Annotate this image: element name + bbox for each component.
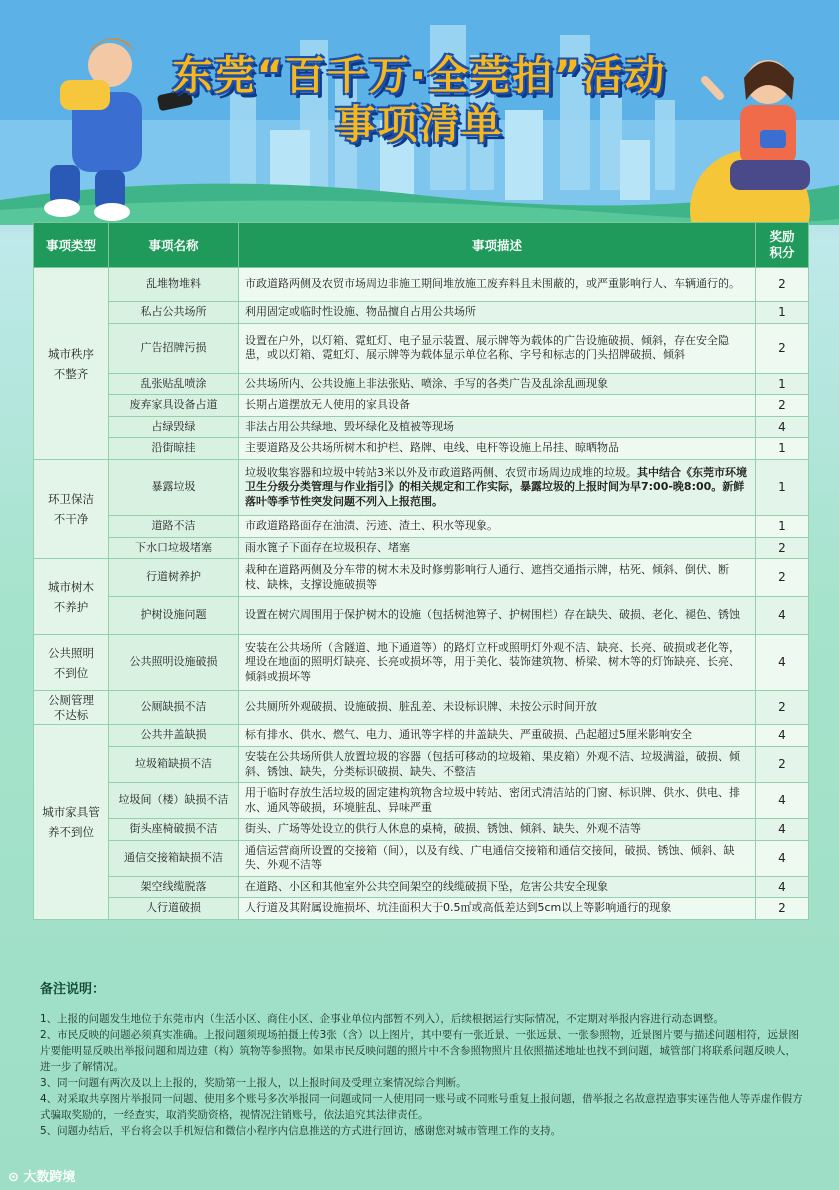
category-cell: 公厕管理不达标 (34, 691, 109, 725)
item-points: 1 (756, 373, 809, 395)
items-table-container (33, 222, 808, 920)
item-description: 市政道路两侧及农贸市场周边非施工期间堆放施工废弃料且未围蔽的，或严重影响行人、车辆通行的。 (239, 268, 756, 302)
item-description: 栽种在道路两侧及分车带的树木未及时修剪影响行人通行、遮挡交通指示牌，枯死、倾斜、倒伏、断枝、缺株，支撑设施破损等 (239, 559, 756, 597)
table-row (34, 725, 809, 747)
header-name: 事项名称 (109, 223, 239, 268)
category-cell: 城市秩序不整齐 (34, 268, 109, 460)
item-points: 1 (756, 302, 809, 324)
item-points: 4 (756, 819, 809, 841)
item-description: 非法占用公共绿地、毁坏绿化及植被等现场 (239, 416, 756, 438)
item-points: 1 (756, 516, 809, 538)
item-name: 公共井盖缺损 (109, 725, 239, 747)
note-item: 4、对采取共享图片举报同一问题、使用多个账号多次举报同一问题或同一人使用同一账号或不同账号重复上报问题，借举报之名故意捏造事实诬告他人等弄虚作假方式骗取奖励的，一经查实，取消奖励资格，视情况注销账号，依法追究其法律责任。 (40, 1093, 803, 1121)
item-description: 市政道路路面存在油渍、污迹、渣土、积水等现象。 (239, 516, 756, 538)
item-points: 1 (756, 460, 809, 516)
item-name: 乱张贴乱喷涂 (109, 373, 239, 395)
notes-title: 备注说明： (40, 982, 106, 997)
item-name: 街头座椅破损不洁 (109, 819, 239, 841)
item-description: 公共厕所外观破损、设施破损、脏乱差、未设标识牌、未按公示时间开放 (239, 691, 756, 725)
item-points: 1 (756, 438, 809, 460)
page-title: 东莞“百千万·全莞拍”活动 (172, 53, 667, 99)
category-cell: 公共照明不到位 (34, 635, 109, 691)
table-row (34, 373, 809, 395)
item-points: 4 (756, 416, 809, 438)
table-row (34, 747, 809, 783)
item-name: 沿街晾挂 (109, 438, 239, 460)
item-points: 2 (756, 691, 809, 725)
item-description: 通信运营商所设置的交接箱（间），以及有线、广电通信交接箱和通信交接间，破损、锈蚀、倾斜、缺失、外观不洁等 (239, 840, 756, 876)
table-row (34, 559, 809, 597)
item-description-emphasis: 其中结合《东莞市环境卫生分级分类管理与作业指引》的相关规定和工作实际，暴露垃圾的上报时间为早7:00-晚8:00。新鲜落叶等季节性突发问题不列入上报范围。 (245, 465, 747, 508)
table-row (34, 460, 809, 516)
watermark-logo: ⊙ 大数跨境 (8, 1170, 76, 1185)
item-points: 2 (756, 898, 809, 920)
item-points: 2 (756, 323, 809, 373)
item-description: 利用固定或临时性设施、物品擅自占用公共场所 (239, 302, 756, 324)
item-name: 废弃家具设备占道 (109, 395, 239, 417)
item-name: 私占公共场所 (109, 302, 239, 324)
item-name: 行道树养护 (109, 559, 239, 597)
item-points: 2 (756, 537, 809, 559)
item-name: 广告招牌污损 (109, 323, 239, 373)
table-row (34, 438, 809, 460)
item-points: 4 (756, 725, 809, 747)
item-points: 4 (756, 783, 809, 819)
item-description: 雨水篦子下面存在垃圾积存、堵塞 (239, 537, 756, 559)
hero-banner (0, 0, 839, 225)
item-description: 公共场所内、公共设施上非法张贴、喷涂、手写的各类广告及乱涂乱画现象 (239, 373, 756, 395)
table-row (34, 876, 809, 898)
item-points: 4 (756, 635, 809, 691)
item-points: 4 (756, 840, 809, 876)
item-description: 人行道及其附属设施损坏、坑洼面积大于0.5㎡或高低差达到5cm以上等影响通行的现象 (239, 898, 756, 920)
header-points: 奖励积分 (756, 223, 809, 268)
watermark-icon: ⊙ (8, 1170, 24, 1185)
item-name: 架空线缆脱落 (109, 876, 239, 898)
table-row (34, 840, 809, 876)
table-row (34, 898, 809, 920)
page-subtitle: 事项清单 (335, 102, 504, 148)
item-description: 垃圾收集容器和垃圾中转站3米以外及市政道路两侧、农贸市场周边成堆的垃圾。其中结合《东莞市环境卫生分级分类管理与作业指引》的相关规定和工作实际，暴露垃圾的上报时间为早7:00-晚8:00。新鲜落叶等季节性突发问题不列入上报范围。 (239, 460, 756, 516)
item-description: 主要道路及公共场所树木和护栏、路牌、电线、电杆等设施上吊挂、晾晒物品 (239, 438, 756, 460)
items-table (33, 222, 809, 920)
item-description: 长期占道摆放无人使用的家具设备 (239, 395, 756, 417)
note-item: 2、市民反映的问题必须真实准确。上报问题须现场拍摄上传3张（含）以上图片，其中要有一张近景、一张远景、一张参照物，近景图片要与描述问题相符，远景图片要能明显反映出举报问题和周边建（构）筑物等参照物。如果市民反映问题的照片中不含参照物照片且依照描述地址也找不到问题，城管部门将联系问题反映人，进一步了解情况。 (40, 1029, 799, 1073)
table-row (34, 323, 809, 373)
item-name: 下水口垃圾堵塞 (109, 537, 239, 559)
item-description: 安装在公共场所（含隧道、地下通道等）的路灯立杆或照明灯外观不洁、缺亮、长亮、破损或老化等，埋设在地面的照明灯缺亮、长亮或损坏等，用于美化、装饰建筑物、桥梁、树木等的灯饰缺亮、长亮、倾斜或损坏等 (239, 635, 756, 691)
table-row (34, 597, 809, 635)
item-points: 2 (756, 559, 809, 597)
header-description: 事项描述 (239, 223, 756, 268)
item-name: 公厕缺损不洁 (109, 691, 239, 725)
item-points: 2 (756, 395, 809, 417)
table-row (34, 819, 809, 841)
item-description: 街头、广场等处设立的供行人休息的桌椅，破损、锈蚀、倾斜、缺失、外观不洁等 (239, 819, 756, 841)
table-row (34, 416, 809, 438)
table-header-row (34, 223, 809, 268)
item-name: 护树设施问题 (109, 597, 239, 635)
item-points: 4 (756, 597, 809, 635)
note-item: 1、上报的问题发生地位于东莞市内（生活小区、商住小区、企事业单位内部暂不列入），后续根据运行实际情况，不定期对举报内容进行动态调整。 (40, 1013, 724, 1025)
notes-section (40, 978, 805, 1139)
table-row (34, 268, 809, 302)
item-points: 2 (756, 268, 809, 302)
item-description: 设置在户外，以灯箱、霓虹灯、电子显示装置、展示牌等为载体的广告设施破损、倾斜，存在安全隐患，或以灯箱、霓虹灯、展示牌等为载体显示单位名称、字号和标志的门头招牌破损、倾斜 (239, 323, 756, 373)
table-row (34, 691, 809, 725)
item-name: 垃圾箱缺损不洁 (109, 747, 239, 783)
note-item: 3、同一问题有两次及以上上报的，奖励第一上报人，以上报时间及受理立案情况综合判断。 (40, 1077, 467, 1089)
table-row (34, 635, 809, 691)
item-description: 在道路、小区和其他室外公共空间架空的线缆破损下坠，危害公共安全现象 (239, 876, 756, 898)
item-description: 安装在公共场所供人放置垃圾的容器（包括可移动的垃圾箱、果皮箱）外观不洁、垃圾满溢，破损、倾斜、锈蚀、缺失，分类标识破损、缺失、不整洁 (239, 747, 756, 783)
item-name: 占绿毁绿 (109, 416, 239, 438)
item-name: 道路不洁 (109, 516, 239, 538)
item-name: 乱堆物堆料 (109, 268, 239, 302)
table-row (34, 783, 809, 819)
item-name: 公共照明设施破损 (109, 635, 239, 691)
item-points: 2 (756, 747, 809, 783)
item-name: 通信交接箱缺损不洁 (109, 840, 239, 876)
item-name: 垃圾间（楼）缺损不洁 (109, 783, 239, 819)
category-cell: 环卫保洁不干净 (34, 460, 109, 559)
table-row (34, 302, 809, 324)
item-points: 4 (756, 876, 809, 898)
item-name: 人行道破损 (109, 898, 239, 920)
header-category: 事项类型 (34, 223, 109, 268)
category-cell: 城市家具管养不到位 (34, 725, 109, 920)
table-row (34, 395, 809, 417)
item-description: 用于临时存放生活垃圾的固定建构筑物含垃圾中转站、密闭式清洁站的门窗、标识牌、供水、供电、排水、通风等破损，环境脏乱、异味严重 (239, 783, 756, 819)
item-description: 标有排水、供水、燃气、电力、通讯等字样的井盖缺失、严重破损、凸起超过5厘米影响安全 (239, 725, 756, 747)
item-name: 暴露垃圾 (109, 460, 239, 516)
note-item: 5、问题办结后，平台将会以手机短信和微信小程序内信息推送的方式进行回访，感谢您对城市管理工作的支持。 (40, 1125, 562, 1137)
table-row (34, 537, 809, 559)
item-description: 设置在树穴周围用于保护树木的设施（包括树池箅子、护树围栏）存在缺失、破损、老化、褪色、锈蚀 (239, 597, 756, 635)
category-cell: 城市树木不养护 (34, 559, 109, 635)
table-row (34, 516, 809, 538)
